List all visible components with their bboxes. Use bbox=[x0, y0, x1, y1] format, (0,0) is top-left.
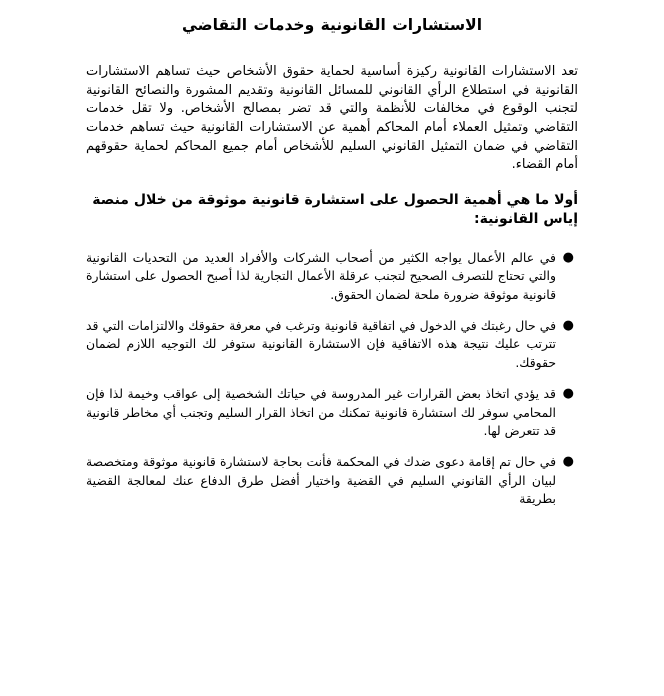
bullet-point-icon: ● bbox=[562, 386, 574, 402]
list-item-text: في حال رغبتك في الدخول في اتفاقية قانونية وترغب في معرفة حقوقك والالتزامات التي قد تترتب عليك نتيجة هذه الاتفاقية فإن الاستشارة القانونية ستوفر لك التوجيه اللازم لضمان حقوقك. bbox=[86, 318, 556, 370]
list-item-text: في عالم الأعمال يواجه الكثير من أصحاب الشركات والأفراد العديد من التحديات القانونية والتي تحتاج للتصرف الصحيح لتجنب عرقلة الأعمال التجارية لذا أصبح الحصول على استشارة قانونية موثوقة ضرورة ملحة لضمان الحقوق. bbox=[86, 249, 556, 302]
list-item bbox=[86, 317, 578, 372]
list-item-text: قد يؤدي اتخاذ بعض القرارات غير المدروسة في حياتك الشخصية إلى عواقب وخيمة لذا فإن المحامي سوفر لك استشارة قانونية تمكنك من اتخاذ القرار السليم وتجنب أي مخاطر قانونية قد تتعرض لها. bbox=[86, 386, 556, 439]
bullet-point-icon: ● bbox=[562, 318, 574, 334]
benefits-list bbox=[86, 249, 578, 509]
intro-paragraph: تعد الاستشارات القانونية ركيزة أساسية لحماية حقوق الأشخاص حيث تساهم الاستشارات القانونية في استطلاع الرأي القانوني للمسائل القانونية وتقديم المشورة والنصائح القانونية لتجنب الوقوع في مخالفات للأنظمة والتي قد تضر بمصالح الأشخاص. ولا تقل خدمات التقاضي وتمثيل العملاء أمام المحاكم أهمية عن الاستشارات القانونية حيث تساهم خدمات التقاضي في ضمان التمثيل القانوني السليم للأشخاص أمام جميع المحاكم لحماية حقوقهم أمام القضاء. bbox=[86, 64, 578, 173]
list-item-text: في حال تم إقامة دعوى ضدك في المحكمة فأنت بحاجة لاستشارة قانونية موثوقة ومتخصصة لبيان الرأي القانوني السليم في القضية واختيار أفضل طرق الدفاع عنك لمعالجة القضية بطريقة bbox=[86, 454, 556, 507]
section-heading: أولا ما هي أهمية الحصول على استشارة قانونية موثوقة من خلال منصة إياس القانونية: bbox=[92, 191, 578, 227]
bullet-point-icon: ● bbox=[562, 249, 574, 265]
list-item bbox=[86, 385, 578, 440]
page-title: الاستشارات القانونية وخدمات التقاضي bbox=[181, 16, 483, 34]
list-item bbox=[86, 453, 578, 508]
bullet-point-icon: ● bbox=[562, 454, 574, 470]
list-item bbox=[86, 249, 578, 304]
